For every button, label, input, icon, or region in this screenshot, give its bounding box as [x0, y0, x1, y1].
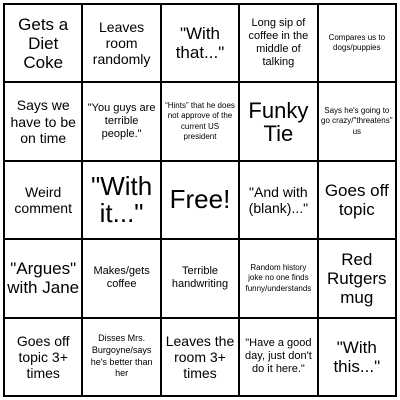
bingo-cell-r5c2[interactable]: Disses Mrs. Burgoyne/says he's better than her [83, 319, 161, 397]
bingo-cell-r1c3[interactable]: "With that..." [162, 5, 240, 83]
bingo-cell-r4c3[interactable]: Terrible handwriting [162, 240, 240, 318]
bingo-cell-r3c1[interactable]: Weird comment [5, 162, 83, 240]
bingo-cell-r3c4[interactable]: "And with (blank)..." [240, 162, 318, 240]
bingo-cell-r1c1[interactable]: Gets a Diet Coke [5, 5, 83, 83]
bingo-cell-r2c1[interactable]: Says we have to be on time [5, 83, 83, 161]
bingo-cell-r1c2[interactable]: Leaves room randomly [83, 5, 161, 83]
bingo-grid [3, 3, 397, 397]
bingo-cell-r5c5[interactable]: "With this..." [319, 319, 397, 397]
bingo-cell-r2c2[interactable]: "You guys are terrible people." [83, 83, 161, 161]
bingo-cell-r3c2[interactable]: "With it..." [83, 162, 161, 240]
bingo-cell-r4c5[interactable]: Red Rutgers mug [319, 240, 397, 318]
bingo-cell-r4c1[interactable]: "Argues" with Jane [5, 240, 83, 318]
bingo-cell-r4c2[interactable]: Makes/gets coffee [83, 240, 161, 318]
bingo-cell-r5c3[interactable]: Leaves the room 3+ times [162, 319, 240, 397]
bingo-cell-r2c4[interactable]: Funky Tie [240, 83, 318, 161]
bingo-cell-r2c3[interactable]: “Hints” that he does not approve of the current US president [162, 83, 240, 161]
bingo-cell-r5c1[interactable]: Goes off topic 3+ times [5, 319, 83, 397]
bingo-cell-r1c4[interactable]: Long sip of coffee in the middle of talking [240, 5, 318, 83]
bingo-cell-r5c4[interactable]: "Have a good day, just don't do it here." [240, 319, 318, 397]
bingo-cell-r2c5[interactable]: Says he's going to go crazy/"threatens" us [319, 83, 397, 161]
bingo-cell-r1c5[interactable]: Compares us to dogs/puppies [319, 5, 397, 83]
bingo-cell-r3c5[interactable]: Goes off topic [319, 162, 397, 240]
bingo-cell-r4c4[interactable]: Random history joke no one finds funny/understands [240, 240, 318, 318]
bingo-cell-free[interactable]: Free! [162, 162, 240, 240]
